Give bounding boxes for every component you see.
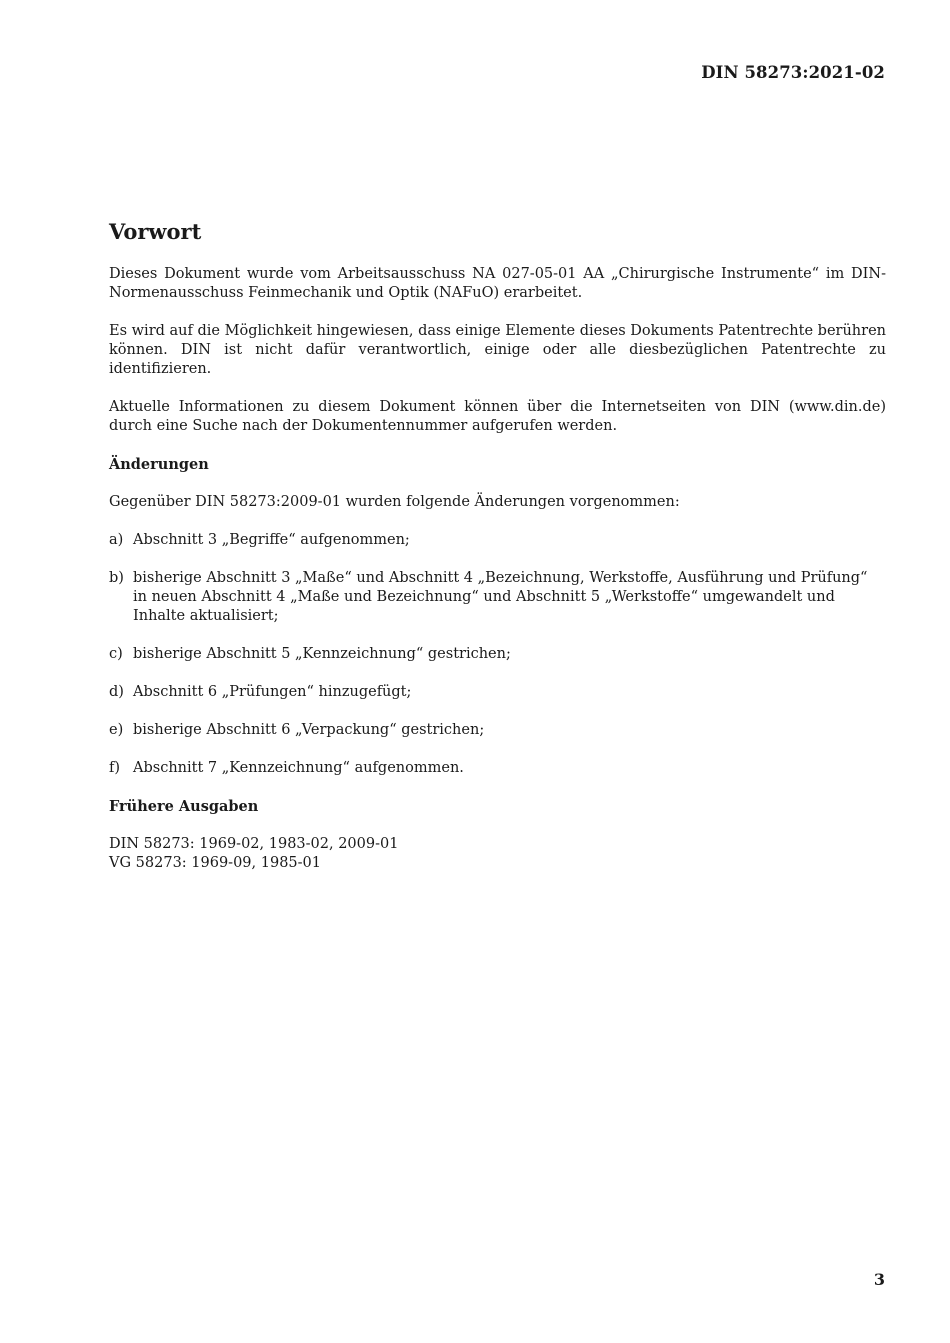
- list-item: [109, 683, 886, 702]
- list-item-text: bisherige Abschnitt 3 „Maße“ und Abschnitt 4 „Bezeichnung, Werkstoffe, Ausführung und Prüfung“ in neuen Abschnitt 4 „Maße und Bezeichnung“ und Abschnitt 5 „Werkstoffe“ umgewandelt und Inhalte aktualisiert;: [133, 570, 868, 624]
- foreword-paragraph-patents: Es wird auf die Möglichkeit hingewiesen, dass einige Elemente dieses Dokuments Patentrechte berühren können. DIN ist nicht dafür verantwortlich, einige oder alle diesbezüglichen Patentrechte zu identifizieren.: [109, 323, 886, 377]
- document-id-header: DIN 58273:2021-02: [701, 63, 885, 82]
- list-item-marker: a): [109, 532, 124, 548]
- list-item-text: bisherige Abschnitt 5 „Kennzeichnung“ gestrichen;: [133, 646, 511, 662]
- list-item-marker: b): [109, 570, 124, 586]
- list-item-marker: d): [109, 684, 124, 700]
- foreword-paragraph-committee: Dieses Dokument wurde vom Arbeitsausschuss NA 027-05-01 AA „Chirurgische Instrumente“ im DIN-Normenausschuss Feinmechanik und Optik (NAFuO) erarbeitet.: [109, 266, 886, 301]
- previous-editions-heading: Frühere Ausgaben: [109, 798, 259, 815]
- changes-heading: Änderungen: [109, 456, 209, 473]
- previous-editions-list: [109, 835, 886, 873]
- list-item: [109, 759, 886, 778]
- foreword-section: [109, 218, 886, 873]
- previous-edition-vg: VG 58273: 1969-09, 1985-01: [109, 855, 322, 871]
- foreword-paragraph-current-info: Aktuelle Informationen zu diesem Dokument können über die Internetseiten von DIN (www.din.de) durch eine Suche nach der Dokumentennummer aufgerufen werden.: [109, 399, 886, 434]
- list-item-marker: c): [109, 646, 123, 662]
- list-item: [109, 721, 886, 740]
- list-item: [109, 569, 886, 626]
- previous-edition-din: DIN 58273: 1969-02, 1983-02, 2009-01: [109, 836, 399, 852]
- list-item: [109, 645, 886, 664]
- changes-list: [109, 531, 886, 778]
- list-item-text: Abschnitt 6 „Prüfungen“ hinzugefügt;: [133, 684, 412, 700]
- page-number: 3: [873, 1270, 885, 1289]
- list-item-text: Abschnitt 3 „Begriffe“ aufgenommen;: [133, 532, 410, 548]
- list-item-marker: f): [109, 760, 121, 776]
- list-item-text: bisherige Abschnitt 6 „Verpackung“ gestrichen;: [133, 722, 485, 738]
- list-item-text: Abschnitt 7 „Kennzeichnung“ aufgenommen.: [133, 760, 464, 776]
- page-title: Vorwort: [109, 219, 202, 244]
- list-item: [109, 531, 886, 550]
- changes-intro: Gegenüber DIN 58273:2009-01 wurden folgende Änderungen vorgenommen:: [109, 494, 680, 510]
- list-item-marker: e): [109, 722, 124, 738]
